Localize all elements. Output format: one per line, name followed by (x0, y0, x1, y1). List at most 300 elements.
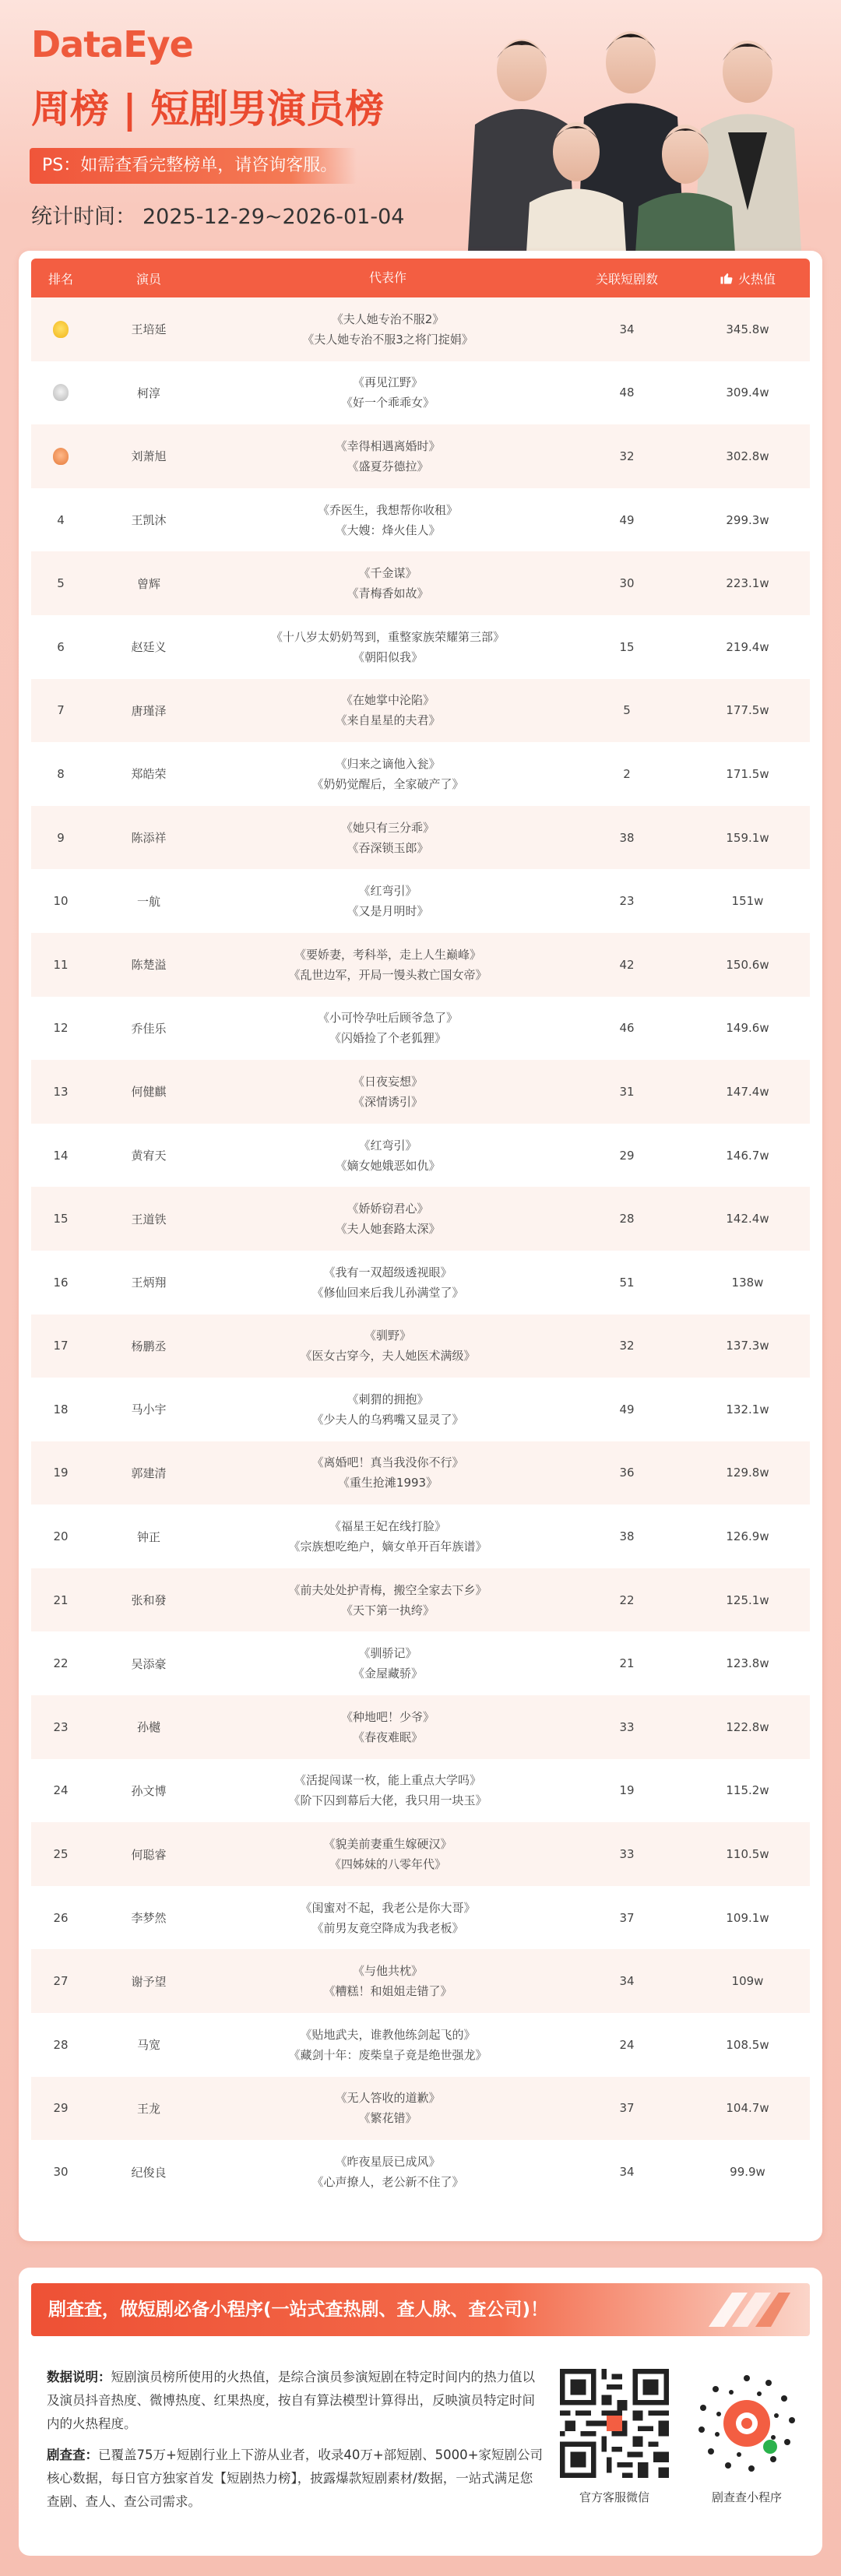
actor-name: 一航 (136, 894, 160, 909)
table-row (31, 615, 810, 679)
table-row (31, 1886, 810, 1950)
work-title: 《青梅香如故》 (347, 586, 429, 601)
works-cell (207, 1898, 568, 1938)
work-title: 《繁花错》 (358, 2111, 417, 2126)
works-cell (207, 1580, 568, 1621)
work-title: 《红弯引》 (358, 1138, 417, 1153)
actor-name: 马小宇 (131, 1402, 167, 1417)
work-title: 《金屋藏骄》 (352, 1666, 423, 1681)
heat-value: 177.5w (726, 703, 769, 718)
drama-count: 34 (619, 2165, 635, 2180)
rank-number: 12 (53, 1021, 69, 1036)
works-cell (207, 1072, 568, 1112)
work-title: 《刺猬的拥抱》 (347, 1392, 429, 1406)
drama-count: 31 (619, 1084, 635, 1099)
table-row (31, 679, 810, 743)
drama-count: 15 (619, 639, 635, 654)
work-title: 《夫人她套路太深》 (335, 1222, 441, 1237)
work-title: 《春夜难眠》 (352, 1730, 423, 1744)
work-title: 《深情诱引》 (352, 1094, 423, 1109)
rank-number: 15 (53, 1212, 69, 1226)
period-value: 2025-12-29~2026-01-04 (143, 205, 405, 229)
rank-number: 27 (53, 1974, 69, 1989)
drama-count: 37 (619, 1910, 635, 1925)
actor-name: 王炳翔 (131, 1276, 167, 1290)
heat-value: 345.8w (726, 322, 769, 336)
rank-number: 7 (57, 703, 65, 718)
rank-cell (31, 1212, 90, 1226)
rank-cell (31, 384, 90, 401)
work-title: 《我有一双超级透视眼》 (323, 1265, 452, 1279)
actor-name: 陈楚溢 (131, 958, 167, 973)
heat-value: 104.7w (726, 2101, 769, 2116)
table-row (31, 1631, 810, 1695)
qr-code-icon (560, 2369, 669, 2478)
actor-name: 李梦然 (131, 1911, 167, 1926)
rank-cell (31, 1847, 90, 1861)
works-cell (207, 1198, 568, 1239)
rank-cell (31, 321, 90, 338)
table-row (31, 488, 810, 552)
work-title: 《嫡女她娥恶如仇》 (335, 1158, 441, 1173)
footer-description (47, 2366, 545, 2521)
heat-value: 299.3w (726, 512, 769, 527)
header-works: 代表作 (368, 270, 406, 285)
works-cell (207, 2025, 568, 2065)
rank-cell (31, 958, 90, 972)
actor-name: 吴添豪 (131, 1656, 167, 1671)
work-title: 《吞深锁玉郎》 (347, 840, 429, 855)
drama-count: 30 (619, 576, 635, 591)
qr-wechat-label: 官方客服微信 (579, 2490, 649, 2504)
rank-cell (31, 576, 90, 590)
bronze-medal-icon (53, 448, 69, 465)
footer-card (19, 2268, 822, 2556)
works-cell (207, 1135, 568, 1176)
table-row (31, 1378, 810, 1441)
work-title: 《红弯引》 (358, 884, 417, 899)
brand-mark-icon (701, 2288, 794, 2331)
works-cell (207, 881, 568, 921)
table-header (31, 259, 810, 297)
drama-count: 49 (619, 512, 635, 527)
drama-count: 28 (619, 1212, 635, 1226)
heat-value: 123.8w (726, 1656, 769, 1671)
table-row (31, 1695, 810, 1759)
work-title: 《活捉闯谋一枚，能上重点大学吗》 (294, 1773, 481, 1788)
qr-miniprogram[interactable] (688, 2369, 805, 2505)
table-row (31, 1568, 810, 1632)
heat-value: 138w (731, 1275, 764, 1290)
work-title: 《夫人她专治不服2》 (331, 311, 445, 326)
rank-cell (31, 894, 90, 908)
work-title: 《重生抢滩1993》 (337, 1476, 438, 1490)
heat-value: 159.1w (726, 830, 769, 845)
heat-value: 110.5w (726, 1847, 769, 1862)
work-title: 《昨夜星辰已成风》 (335, 2155, 441, 2170)
work-title: 《归来之谪他入瓮》 (335, 756, 441, 771)
gold-medal-icon (53, 321, 69, 338)
desc-label: 数据说明： (47, 2370, 111, 2384)
heat-value: 302.8w (726, 449, 769, 463)
drama-count: 33 (619, 1847, 635, 1862)
work-title: 《前夫处处护青梅，搬空全家去下乡》 (288, 1582, 487, 1597)
work-title: 《日夜妄想》 (352, 1074, 423, 1089)
rank-cell (31, 1911, 90, 1925)
work-title: 《闺蜜对不起，我老公是你大哥》 (300, 1900, 476, 1915)
works-cell (207, 818, 568, 858)
table-row (31, 297, 810, 361)
actor-name: 郑皓荣 (131, 767, 167, 782)
work-title: 《医女古穿今，夫人她医术满级》 (300, 1349, 476, 1364)
table-row (31, 2077, 810, 2141)
rank-number: 18 (53, 1402, 69, 1416)
works-cell (207, 309, 568, 350)
rank-number: 6 (57, 639, 65, 654)
work-title: 《大嫂：烽火佳人》 (335, 523, 441, 537)
heat-value: 108.5w (726, 2037, 769, 2052)
heat-value: 223.1w (726, 576, 769, 591)
rank-number: 29 (53, 2101, 69, 2116)
header (0, 0, 841, 249)
about-text: 已覆盖75万+短剧行业上下游从业者，收录40万+部短剧、5000+家短剧公司核心数据，每日官方独家首发【短剧热力榜】，披露爆款短剧素材/数据，一站式满足您查剧、查人、查公司需求。 (47, 2448, 543, 2509)
desc-text: 短剧演员榜所使用的火热值，是综合演员参演短剧在特定时间内的热力值以及演员抖音热度、微博热度、红果热度，按自有算法模型计算得出，反映演员特定时间内的火热程度。 (47, 2370, 535, 2431)
rank-number: 5 (57, 576, 65, 591)
rank-number: 21 (53, 1592, 69, 1607)
table-row (31, 742, 810, 806)
works-cell (207, 945, 568, 985)
work-title: 《糟糕！和姐姐走错了》 (323, 1984, 452, 1999)
work-title: 《天下第一执绔》 (340, 1603, 435, 1617)
works-cell (207, 372, 568, 413)
rank-number: 19 (53, 1466, 69, 1480)
drama-count: 49 (619, 1402, 635, 1416)
drama-count: 2 (623, 766, 631, 781)
table-row (31, 424, 810, 488)
rank-cell (31, 2165, 90, 2179)
work-title: 《貌美前妻重生嫁硬汉》 (323, 1837, 452, 1852)
table-row (31, 1251, 810, 1314)
qr-miniprogram-label: 剧查查小程序 (711, 2490, 782, 2504)
actor-name: 赵廷义 (131, 640, 167, 655)
work-title: 《无人答收的道歉》 (335, 2091, 441, 2106)
promo-banner (31, 2283, 810, 2336)
rank-cell (31, 1466, 90, 1480)
drama-count: 21 (619, 1656, 635, 1671)
heat-value: 146.7w (726, 1148, 769, 1163)
works-cell (207, 500, 568, 540)
rank-cell (31, 1974, 90, 1988)
rank-cell (31, 1021, 90, 1035)
table-row (31, 1124, 810, 1188)
drama-count: 36 (619, 1466, 635, 1480)
rank-cell (31, 513, 90, 527)
silver-medal-icon (53, 384, 69, 401)
work-title: 《娇娇窃君心》 (347, 1202, 429, 1216)
work-title: 《奶奶觉醒后，全家破产了》 (311, 776, 464, 791)
table-body (31, 297, 810, 2204)
heat-value: 142.4w (726, 1212, 769, 1226)
drama-count: 24 (619, 2037, 635, 2052)
table-row (31, 933, 810, 997)
rank-cell (31, 703, 90, 717)
actor-name: 杨鹏丞 (131, 1339, 167, 1353)
actors-photo (452, 16, 818, 265)
brand-logo: DataEye (31, 23, 193, 65)
work-title: 《驯骄记》 (358, 1646, 417, 1661)
rank-number: 11 (53, 957, 69, 972)
works-cell (207, 436, 568, 477)
rank-cell (31, 448, 90, 465)
rank-number: 24 (53, 1783, 69, 1798)
heat-value: 150.6w (726, 957, 769, 972)
rank-number: 20 (53, 1529, 69, 1544)
work-title: 《千金谋》 (358, 566, 417, 581)
works-cell (207, 1452, 568, 1493)
works-cell (207, 754, 568, 794)
actor-name: 孙文博 (131, 1783, 167, 1798)
rank-cell (31, 2038, 90, 2052)
work-title: 《夫人她专治不服3之将门掟娟》 (302, 332, 473, 347)
rank-number: 14 (53, 1148, 69, 1163)
drama-count: 37 (619, 2101, 635, 2116)
actor-name: 柯淳 (136, 385, 160, 400)
drama-count: 22 (619, 1592, 635, 1607)
actor-name: 何健麒 (131, 1085, 167, 1100)
work-title: 《贴地武夫，谁教他练剑起飞的》 (300, 2027, 476, 2042)
work-title: 《好一个乖乖女》 (340, 396, 435, 410)
page-title: 周榜 | 短剧男演员榜 (31, 86, 385, 132)
rank-number: 22 (53, 1656, 69, 1671)
table-row (31, 1187, 810, 1251)
rank-cell (31, 1529, 90, 1543)
mini-program-code-icon (692, 2369, 801, 2478)
heat-value: 115.2w (726, 1783, 769, 1798)
drama-count: 29 (619, 1148, 635, 1163)
works-cell (207, 563, 568, 604)
qr-wechat[interactable] (556, 2369, 673, 2505)
works-cell (207, 1389, 568, 1430)
actor-name: 乔佳乐 (131, 1021, 167, 1036)
actor-name: 郭建清 (131, 1466, 167, 1480)
rank-cell (31, 2101, 90, 2115)
drama-count: 34 (619, 322, 635, 336)
actor-name: 刘萧旭 (131, 449, 167, 464)
rank-number: 26 (53, 1910, 69, 1925)
heat-value: 309.4w (726, 385, 769, 400)
heat-value: 125.1w (726, 1592, 769, 1607)
heat-value: 147.4w (726, 1084, 769, 1099)
rank-cell (31, 1085, 90, 1099)
drama-count: 23 (619, 894, 635, 909)
header-heat: 火热值 (685, 269, 810, 287)
work-title: 《朝阳似我》 (352, 649, 423, 664)
works-cell (207, 2088, 568, 2128)
actor-name: 黄宥天 (131, 1149, 167, 1163)
work-title: 《乱世边军，开局一馒头救亡国女帝》 (288, 967, 487, 982)
table-row (31, 997, 810, 1061)
rank-number: 30 (53, 2165, 69, 2180)
work-title: 《离婚吧！真当我没你不行》 (311, 1455, 464, 1470)
work-title: 《乔医生，我想帮你收租》 (317, 502, 458, 517)
drama-count: 46 (619, 1021, 635, 1036)
rank-number: 17 (53, 1339, 69, 1353)
works-cell (207, 1961, 568, 2001)
rank-cell (31, 1339, 90, 1353)
actor-name: 王培延 (131, 322, 167, 337)
works-cell (207, 690, 568, 730)
drama-count: 33 (619, 1719, 635, 1734)
work-title: 《在她掌中沦陷》 (340, 693, 435, 708)
table-row (31, 1949, 810, 2013)
drama-count: 32 (619, 449, 635, 463)
table-row (31, 869, 810, 933)
works-cell (207, 1008, 568, 1048)
work-title: 《再见江野》 (352, 375, 423, 390)
rank-cell (31, 1783, 90, 1797)
work-title: 《幸得相遇离婚时》 (335, 438, 441, 453)
work-title: 《十八岁太奶奶驾到，重整家族荣耀第三部》 (270, 629, 505, 644)
work-title: 《阶下囚到幕后大佬，我只用一块玉》 (288, 1793, 487, 1808)
heat-value: 137.3w (726, 1339, 769, 1353)
rank-number: 4 (57, 512, 65, 527)
actor-name: 曾辉 (136, 576, 160, 591)
actor-name: 王龙 (136, 2101, 160, 2116)
rank-cell (31, 640, 90, 654)
table-row (31, 1504, 810, 1568)
rank-cell (31, 1402, 90, 1416)
actor-name: 纪俊良 (131, 2165, 167, 2180)
work-title: 《小可怜孕吐后顾爷急了》 (317, 1011, 458, 1026)
table-row (31, 806, 810, 870)
actor-name: 谢予望 (131, 1974, 167, 1989)
work-title: 《她只有三分乖》 (340, 820, 435, 835)
works-cell (207, 1643, 568, 1684)
rank-cell (31, 831, 90, 845)
heat-value: 151w (731, 894, 764, 909)
works-cell (207, 1770, 568, 1811)
heat-value: 171.5w (726, 766, 769, 781)
rank-number: 8 (57, 766, 65, 781)
work-title: 《福星王妃在线打脸》 (329, 1519, 446, 1534)
work-title: 《驯野》 (364, 1328, 411, 1343)
actor-name: 王凯沐 (131, 513, 167, 528)
rank-number: 13 (53, 1084, 69, 1099)
heat-value: 122.8w (726, 1719, 769, 1734)
rank-number: 23 (53, 1719, 69, 1734)
header-rank: 排名 (48, 271, 73, 287)
work-title: 《闪婚捡了个老狐狸》 (329, 1031, 446, 1046)
rank-number: 25 (53, 1847, 69, 1862)
work-title: 《藏剑十年：废柴皇子竟是绝世强龙》 (288, 2047, 487, 2062)
table-row (31, 1759, 810, 1823)
heat-value: 129.8w (726, 1466, 769, 1480)
drama-count: 38 (619, 1529, 635, 1544)
actor-name: 孙樾 (136, 1720, 160, 1735)
drama-count: 42 (619, 957, 635, 972)
work-title: 《要娇妻，考科举，走上人生巅峰》 (294, 947, 481, 962)
works-cell (207, 1834, 568, 1874)
drama-count: 48 (619, 385, 635, 400)
rank-cell (31, 767, 90, 781)
work-title: 《少夫人的乌鸦嘴又显灵了》 (311, 1412, 464, 1427)
table-row (31, 1314, 810, 1378)
rank-number: 10 (53, 894, 69, 909)
work-title: 《种地吧！少爷》 (340, 1709, 435, 1724)
heat-value: 132.1w (726, 1402, 769, 1416)
rank-cell (31, 1276, 90, 1290)
actor-name: 唐瑾泽 (131, 703, 167, 718)
drama-count: 38 (619, 830, 635, 845)
work-title: 《宗族想吃绝户，嫡女单开百年族谱》 (288, 1540, 487, 1554)
heat-value: 149.6w (726, 1021, 769, 1036)
table-row (31, 1060, 810, 1124)
work-title: 《修仙回来后我儿孙满堂了》 (311, 1285, 464, 1300)
actor-name: 马宽 (136, 2038, 160, 2053)
table-row (31, 1822, 810, 1886)
about-label: 剧查查： (47, 2448, 98, 2462)
ps-banner: PS：如需查看完整榜单，请咨询客服。 (30, 148, 357, 184)
header-actor: 演员 (135, 271, 161, 287)
heat-value: 109w (731, 1974, 764, 1989)
works-cell (207, 1262, 568, 1303)
rank-number: 28 (53, 2037, 69, 2052)
rank-cell (31, 1656, 90, 1670)
actor-name: 陈添祥 (131, 831, 167, 846)
work-title: 《与他共枕》 (352, 1964, 423, 1979)
heat-value: 109.1w (726, 1910, 769, 1925)
work-title: 《盛夏芬德拉》 (347, 459, 429, 473)
table-row (31, 2013, 810, 2077)
actor-name: 钟正 (136, 1529, 160, 1544)
heat-value: 99.9w (730, 2165, 765, 2180)
drama-count: 32 (619, 1339, 635, 1353)
table-row (31, 1441, 810, 1505)
period (31, 199, 404, 230)
rank-cell (31, 1593, 90, 1607)
work-title: 《又是月明时》 (347, 904, 429, 919)
works-cell (207, 2152, 568, 2192)
works-cell (207, 1707, 568, 1747)
rank-number: 16 (53, 1275, 69, 1290)
actor-name: 何聪睿 (131, 1847, 167, 1862)
rank-cell (31, 1149, 90, 1163)
drama-count: 19 (619, 1783, 635, 1798)
drama-count: 34 (619, 1974, 635, 1989)
work-title: 《心声撩人，老公新不住了》 (311, 2175, 464, 2190)
table-row (31, 361, 810, 425)
actor-name: 张和發 (131, 1593, 167, 1608)
drama-count: 51 (619, 1275, 635, 1290)
promo-text: 剧查查，做短剧必备小程序(一站式查热剧、查人脉、查公司)！ (48, 2300, 549, 2320)
work-title: 《前男友竟空降成为我老板》 (311, 1920, 464, 1935)
heat-value: 219.4w (726, 639, 769, 654)
work-title: 《来自星星的夫君》 (335, 713, 441, 728)
thumbs-up-icon (720, 271, 734, 285)
works-cell (207, 1325, 568, 1366)
works-cell (207, 627, 568, 667)
header-count: 关联短剧数 (595, 271, 658, 287)
period-label: 统计时间： (31, 205, 136, 229)
actor-name: 王道铁 (131, 1212, 167, 1226)
table-row (31, 551, 810, 615)
work-title: 《四姊妹的八零年代》 (329, 1857, 446, 1872)
works-cell (207, 1516, 568, 1557)
heat-value: 126.9w (726, 1529, 769, 1544)
table-row (31, 2140, 810, 2204)
rank-number: 9 (57, 830, 65, 845)
drama-count: 5 (623, 703, 631, 718)
